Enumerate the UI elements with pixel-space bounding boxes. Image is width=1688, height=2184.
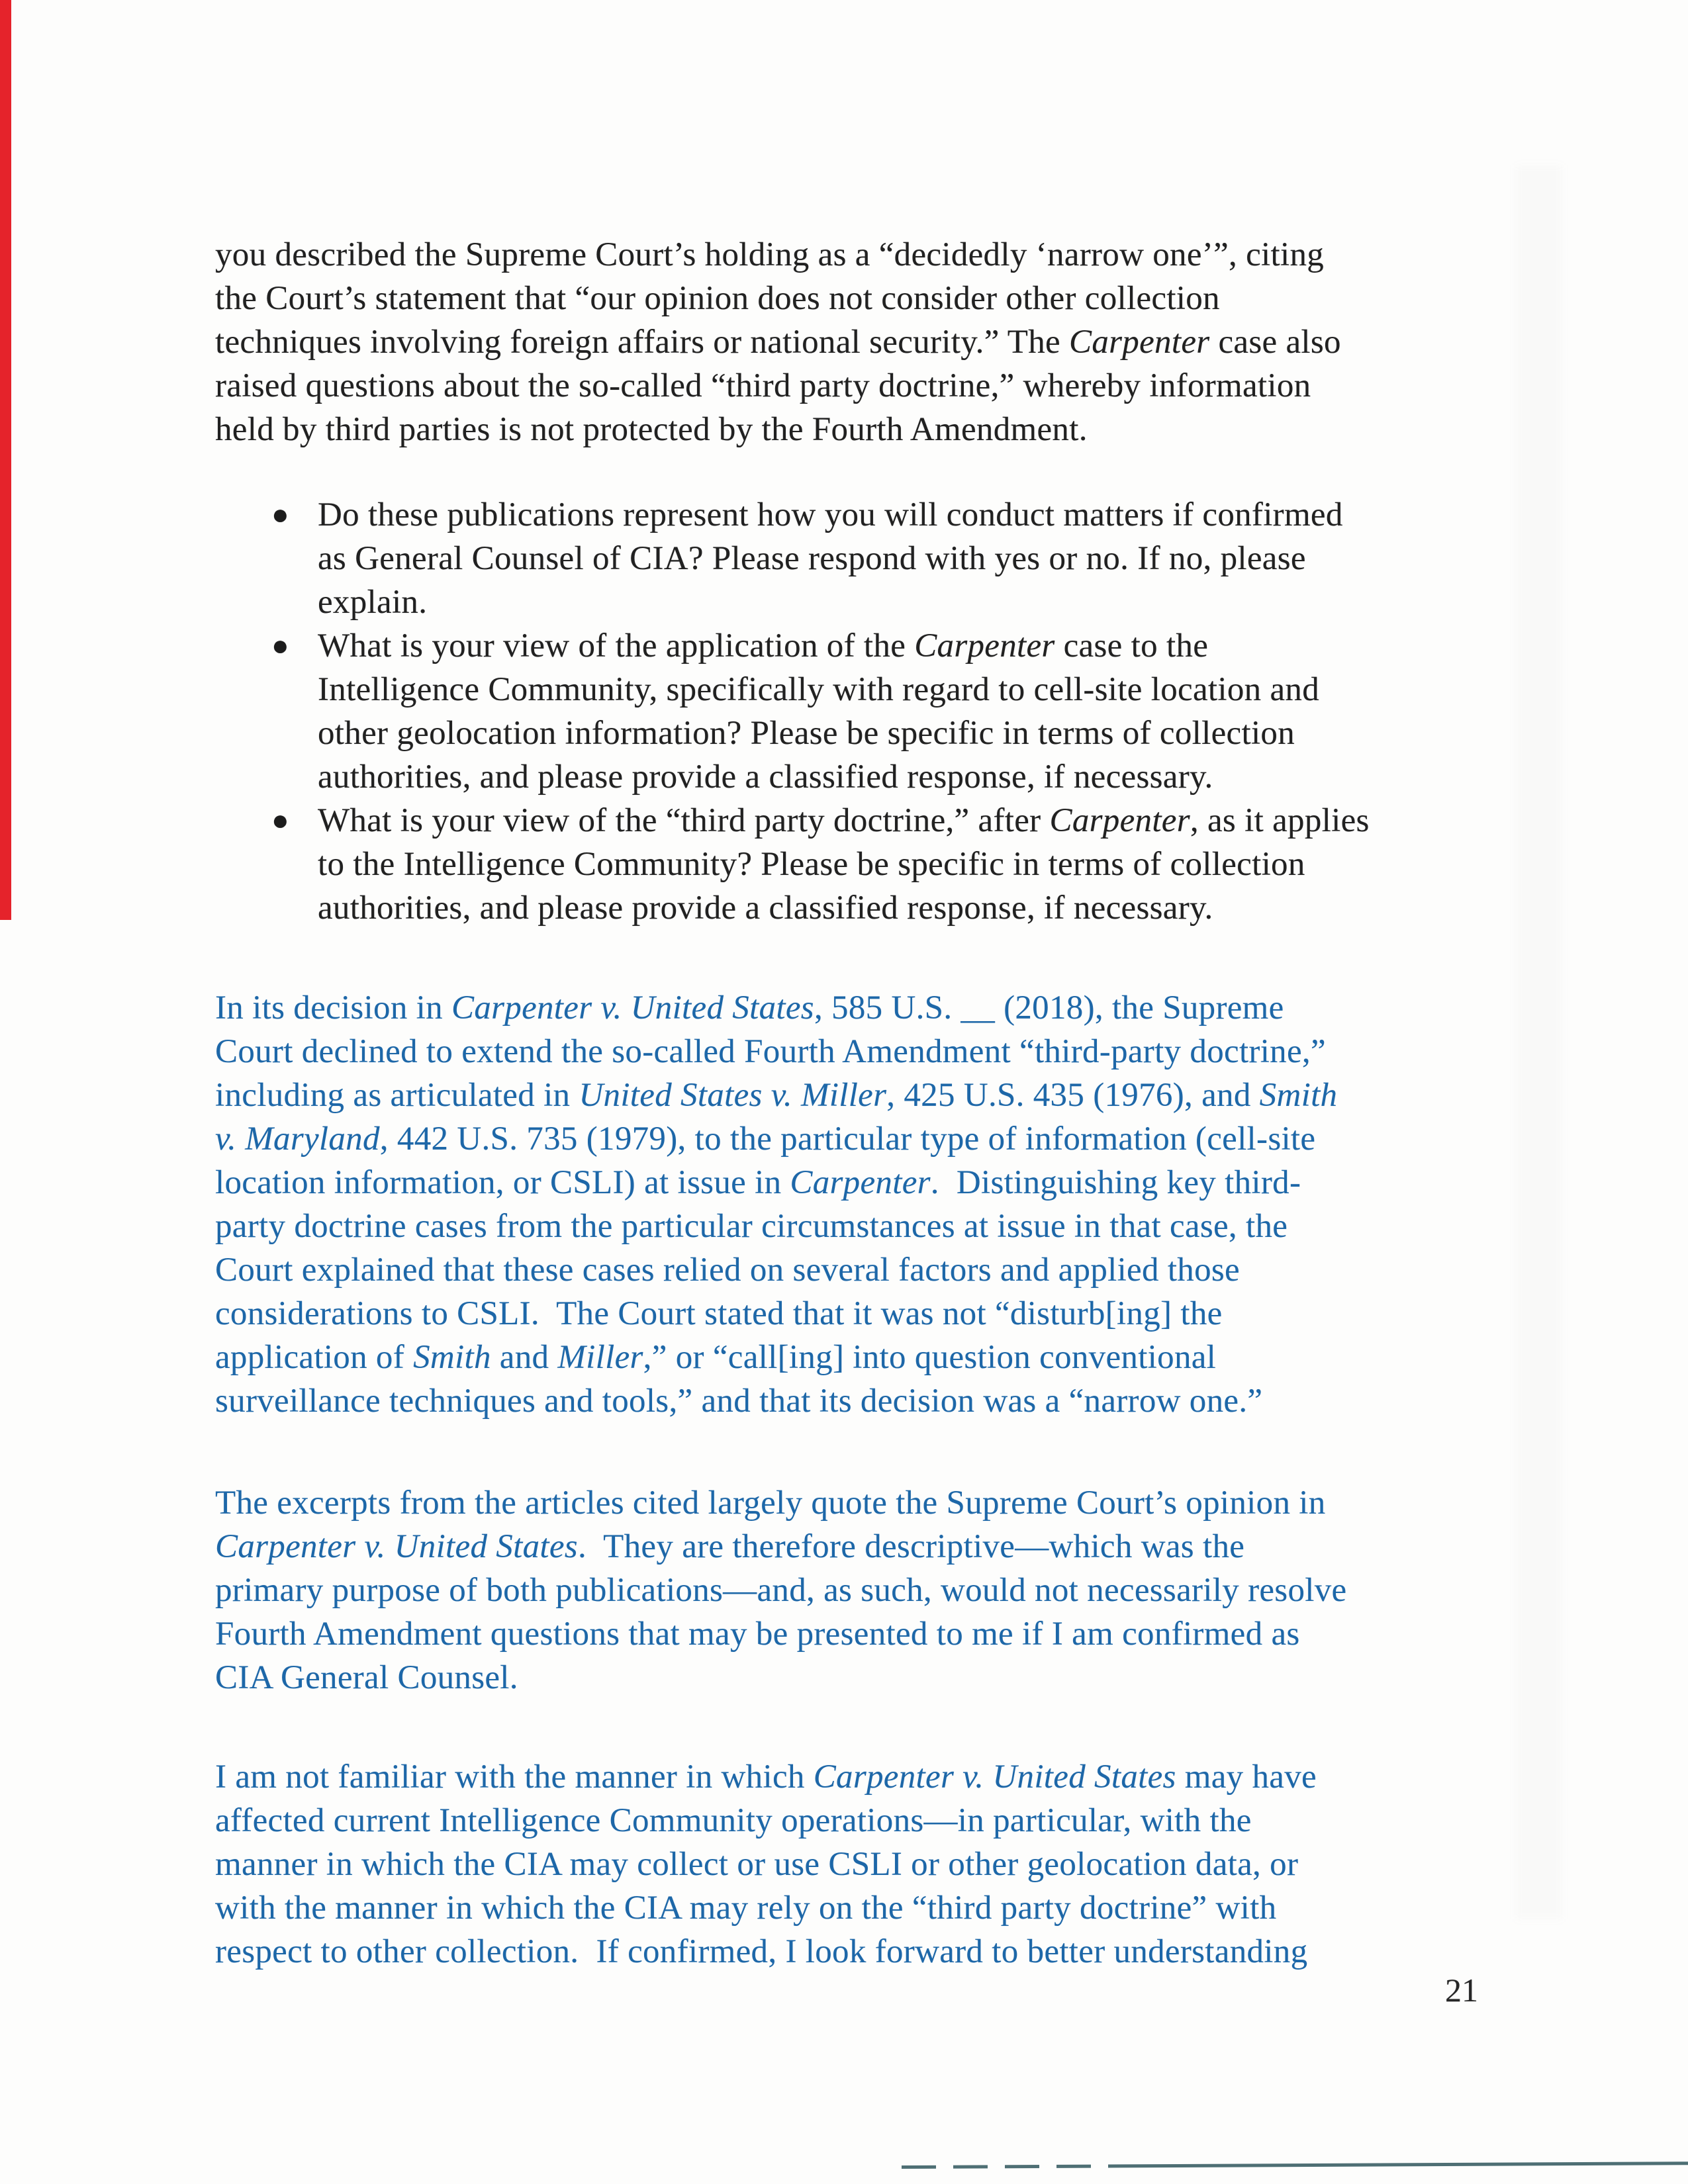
document-text-column	[215, 233, 1546, 1974]
bullet-icon: ●	[271, 498, 289, 531]
question-bullet-item-2	[215, 624, 1546, 799]
scan-edge-red-stripe	[0, 0, 11, 920]
question-bullet-item-1	[215, 493, 1546, 624]
scan-bottom-edge-line	[902, 2161, 1688, 2169]
page-number: 21	[1445, 1972, 1478, 2009]
paragraph-question-intro: you described the Supreme Court’s holding as a “decidedly ‘narrow one’”, citing the Court’s statement that “our opinion does not consider other collection techniques involving foreign affairs or national security.” The Carpenter case also raised questions about the so-called “third party doctrine,” whereby information held by third parties is not protected by the Fourth Amendment.	[215, 236, 1341, 448]
question-bullet-item-3	[215, 799, 1546, 930]
bullet-text: Do these publications represent how you will conduct matters if confirmed as General Counsel of CIA? Please respond with yes or no. If no, please explain.	[318, 496, 1343, 621]
paragraph-answer-carpenter-decision: In its decision in Carpenter v. United States, 585 U.S. __ (2018), the Supreme Court declined to extend the so-called Fourth Amendment “third-party doctrine,” including as articulated in United States v. Miller, 425 U.S. 435 (1976), and Smith v. Maryland, 442 U.S. 735 (1979), to the particular type of information (cell-site location information, or CSLI) at issue in Carpenter. Distinguishing key third- party doctrine cases from the particular circumstances at issue in that case, the Court explained that these cases relied on several factors and applied those considerations to CSLI. The Court stated that it was not “disturb[ing] the application of Smith and Miller,” or “call[ing] into question conventional surveillance techniques and tools,” and that its decision was a “narrow one.”	[215, 989, 1338, 1420]
paragraph-answer-not-familiar: I am not familiar with the manner in which Carpenter v. United States may have affected current Intelligence Community operations—in particular, with the manner in which the CIA may collect or use CSLI or other geolocation data, or with the manner in which the CIA may rely on the “third party doctrine” with respect to other collection. If confirmed, I look forward to better understanding	[215, 1758, 1317, 1970]
bullet-text: What is your view of the “third party doctrine,” after Carpenter, as it applies to the Intelligence Community? Please be specific in terms of collection authorities, and please provide a classified response, if necessary.	[318, 802, 1370, 927]
scan-bottom-edge-line-solid-segment	[1120, 2161, 1688, 2167]
bullet-text: What is your view of the application of the Carpenter case to the Intelligence Community, specifically with regard to cell-site location and other geolocation information? Please be specific in terms of collection authorities, and please provide a classified response, if necessary.	[318, 627, 1320, 796]
paragraph-answer-excerpts: The excerpts from the articles cited largely quote the Supreme Court’s opinion in Carpenter v. United States. They are therefore descriptive—which was the primary purpose of both publications—and, as such, would not necessarily resolve Fourth Amendment questions that may be presented to me if I am confirmed as CIA General Counsel.	[215, 1484, 1347, 1696]
bullet-icon: ●	[271, 804, 289, 837]
bullet-icon: ●	[271, 629, 289, 662]
question-bullet-list	[215, 493, 1546, 930]
scan-bottom-edge-line-dashed-segment	[902, 2164, 1120, 2169]
